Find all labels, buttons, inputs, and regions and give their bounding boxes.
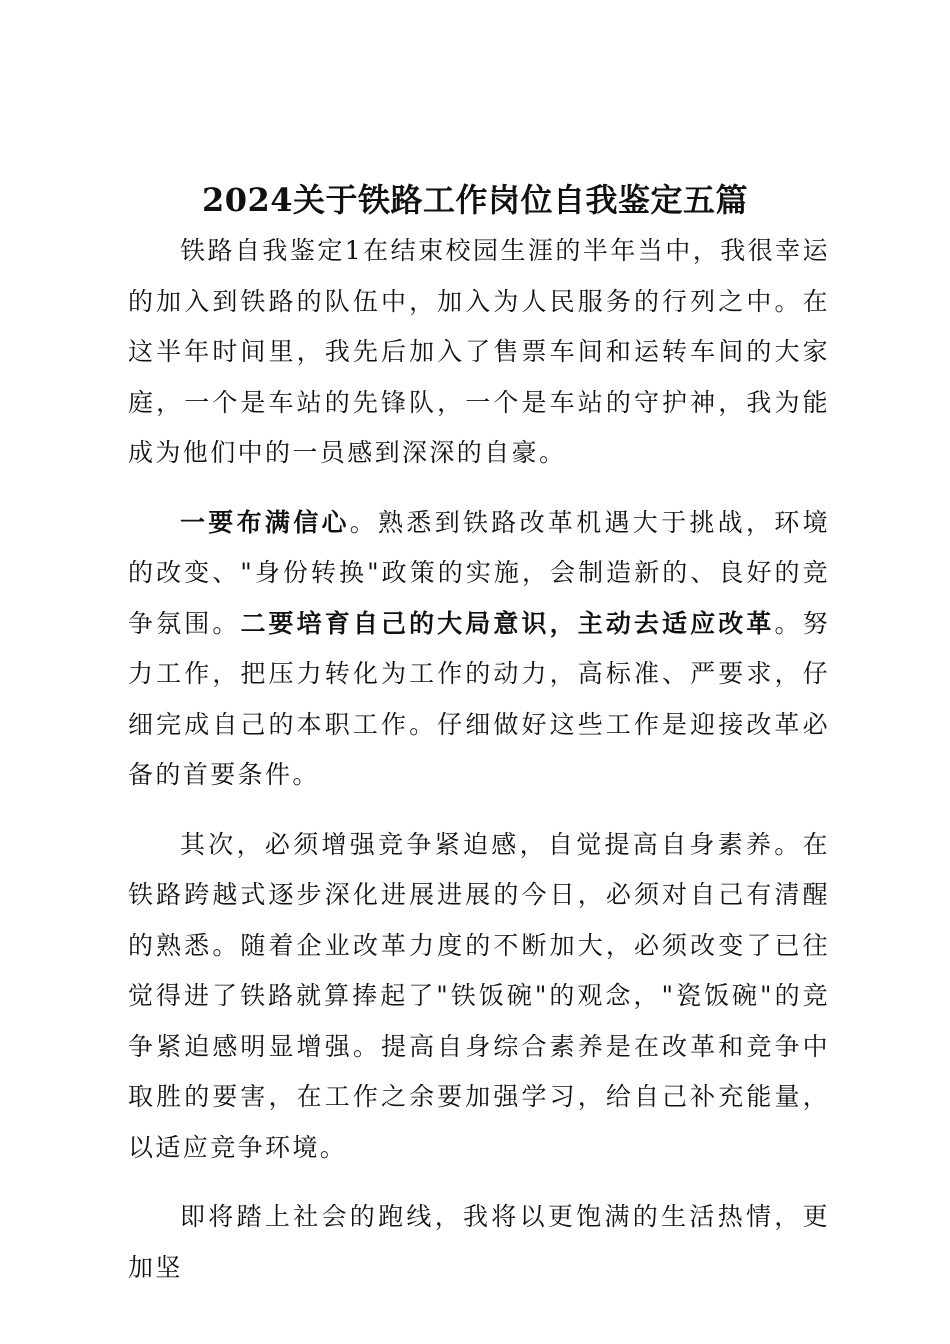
paragraph-requirements bbox=[128, 498, 830, 801]
paragraph-text: 其次，必须增强竞争紧迫感，自觉提高自身素养。在铁路跨越式逐步深化进展进展的今日，必须对自己有清醒的熟悉。随着企业改革力度的不断加大，必须改变了已往觉得进了铁路就算捧起了"铁饭碗"的观念，"瓷饭碗"的竞争紧迫感明显增强。提高自身综合素养是在改革和竞争中取胜的要害，在工作之余要加强学习，给自己补充能量，以适应竞争环境。 bbox=[128, 829, 830, 1162]
paragraph-text: 。熟悉到铁路改革机遇大于挑战，环境的改变、"身份转换"政策的实施，会制造新的、良好的竞争氛围。 bbox=[128, 507, 830, 638]
paragraph-intro bbox=[128, 226, 830, 479]
paragraph-competition bbox=[128, 820, 830, 1174]
paragraph-closing bbox=[128, 1192, 830, 1293]
paragraph-text: 即将踏上社会的跑线，我将以更饱满的生活热情，更加坚 bbox=[128, 1202, 830, 1282]
bold-heading-awareness: 二要培育自己的大局意识，主动去适应改革 bbox=[240, 608, 775, 638]
document-title: 2024关于铁路工作岗位自我鉴定五篇 bbox=[201, 181, 749, 219]
paragraph-text: 。努力工作，把压力转化为工作的动力，高标准、严要求，仔细完成自己的本职工作。仔细做好这些工作是迎接改革必备的首要条件。 bbox=[128, 608, 830, 789]
document-body bbox=[128, 226, 830, 1312]
bold-heading-confidence: 一要布满信心 bbox=[180, 507, 350, 537]
paragraph-text: 铁路自我鉴定1在结束校园生涯的半年当中，我很幸运的加入到铁路的队伍中，加入为人民服务的行列之中。在这半年时间里，我先后加入了售票车间和运转车间的大家庭，一个是车站的先锋队，一个是车站的守护神，我为能成为他们中的一员感到深深的自豪。 bbox=[128, 236, 830, 467]
